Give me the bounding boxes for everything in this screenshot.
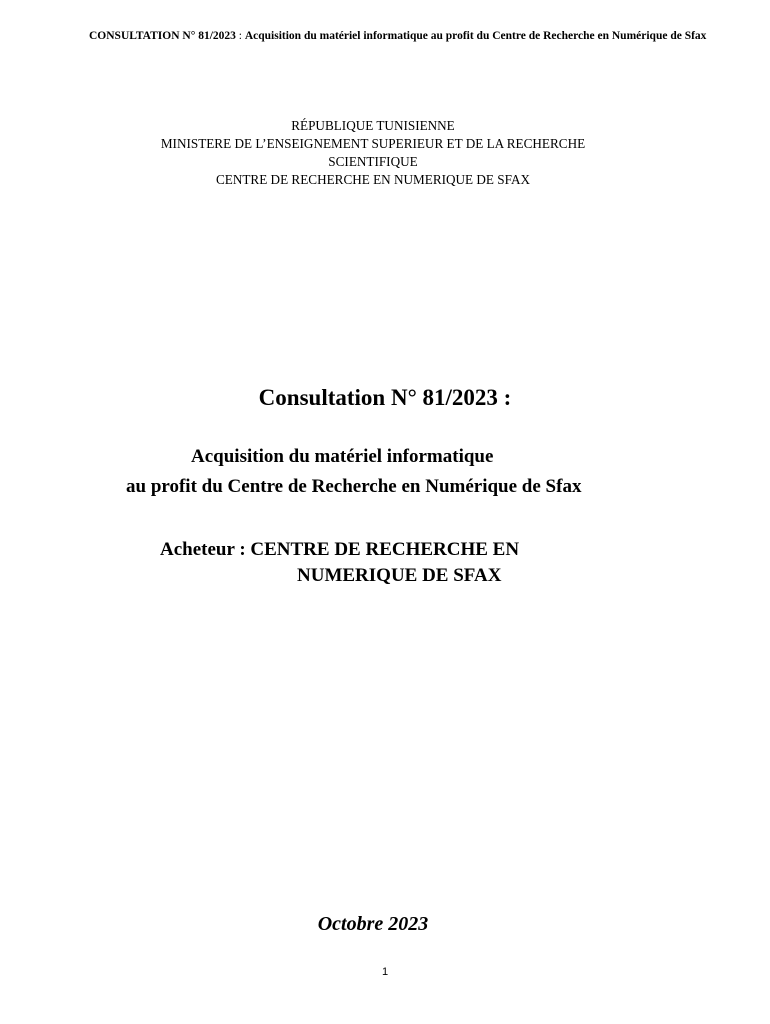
subject-line-1: Acquisition du matériel informatique xyxy=(191,446,494,467)
buyer-line-1: Acheteur : CENTRE DE RECHERCHE EN xyxy=(160,539,520,560)
header-reference: CONSULTATION N° 81/2023 xyxy=(89,30,236,42)
authority-country: RÉPUBLIQUE TUNISIENNE xyxy=(291,118,455,133)
subject-line-2: au profit du Centre de Recherche en Numérique de Sfax xyxy=(126,476,582,497)
header-subject: Acquisition du matériel informatique au profit du Centre de Recherche en Numérique de Sfax xyxy=(244,30,707,42)
header-separator: : xyxy=(235,30,245,42)
buyer-line-2: NUMERIQUE DE SFAX xyxy=(297,565,502,586)
running-header xyxy=(89,27,720,45)
document-title: Consultation N° 81/2023 : xyxy=(258,385,512,410)
page-number: 1 xyxy=(381,966,389,978)
authority-ministry-continued: SCIENTIFIQUE xyxy=(328,154,418,169)
document-date: Octobre 2023 xyxy=(317,913,429,935)
authority-ministry: MINISTERE DE L’ENSEIGNEMENT SUPERIEUR ET DE LA RECHERCHE xyxy=(160,136,586,151)
authority-centre: CENTRE DE RECHERCHE EN NUMERIQUE DE SFAX xyxy=(215,172,531,187)
